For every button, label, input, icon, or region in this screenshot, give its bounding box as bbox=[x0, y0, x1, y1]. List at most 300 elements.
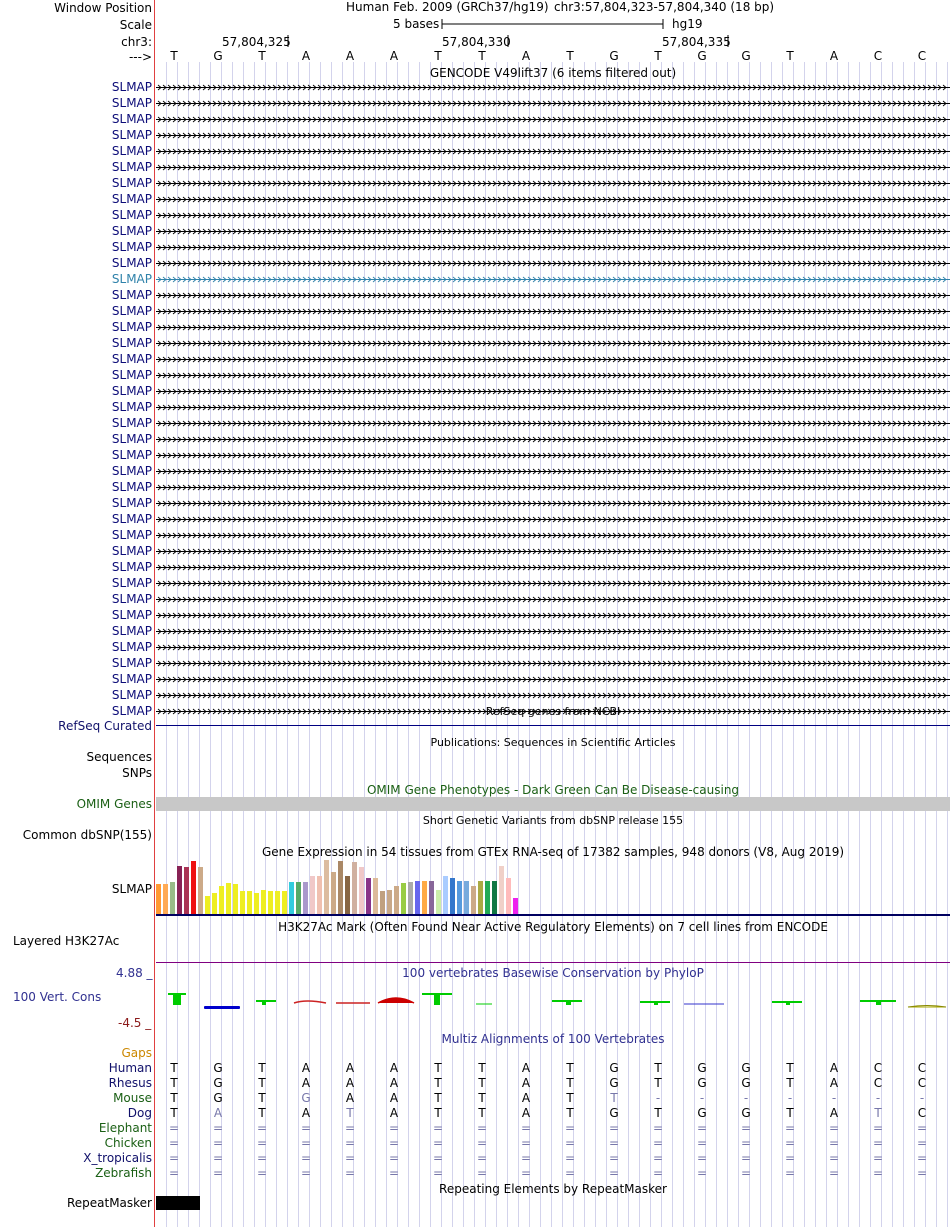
multiz-base: - bbox=[875, 1091, 881, 1105]
multiz-base: = bbox=[476, 1151, 488, 1165]
multiz-base: T bbox=[434, 1106, 442, 1120]
multiz-base: T bbox=[654, 1076, 662, 1090]
dna-base: A bbox=[389, 49, 399, 63]
gencode-gene-label[interactable]: SLMAP bbox=[111, 96, 152, 110]
gtex-bar[interactable] bbox=[415, 881, 420, 914]
gencode-transcript[interactable] bbox=[156, 560, 950, 574]
assembly-title: Human Feb. 2009 (GRCh37/hg19) bbox=[346, 0, 549, 14]
multiz-base: = bbox=[872, 1166, 884, 1180]
gtex-bar[interactable] bbox=[408, 882, 413, 914]
gtex-bar[interactable] bbox=[401, 883, 406, 914]
gtex-bar[interactable] bbox=[387, 890, 392, 914]
multiz-base: T bbox=[566, 1106, 574, 1120]
multiz-base: = bbox=[300, 1166, 312, 1180]
gtex-bar[interactable] bbox=[191, 861, 196, 914]
gtex-bar[interactable] bbox=[506, 878, 511, 914]
phylop-max: 4.88 _ bbox=[116, 966, 153, 980]
dna-base: A bbox=[301, 49, 311, 63]
dna-base: T bbox=[786, 49, 794, 63]
gtex-bar[interactable] bbox=[233, 884, 238, 914]
multiz-base: = bbox=[828, 1151, 840, 1165]
multiz-base: = bbox=[784, 1121, 796, 1135]
phylop-label[interactable]: 100 Vert. Cons bbox=[13, 990, 102, 1004]
multiz-species-label[interactable]: Human bbox=[108, 1061, 152, 1075]
gencode-gene-label[interactable]: SLMAP bbox=[111, 608, 152, 622]
dna-base: T bbox=[170, 49, 178, 63]
multiz-base: T bbox=[654, 1106, 662, 1120]
gtex-bar[interactable] bbox=[296, 882, 301, 914]
gtex-bar[interactable] bbox=[338, 861, 343, 914]
multiz-base: = bbox=[388, 1151, 400, 1165]
gencode-gene-label[interactable]: SLMAP bbox=[111, 384, 152, 398]
multiz-species-label[interactable]: Dog bbox=[127, 1106, 152, 1120]
gencode-gene-label[interactable]: SLMAP bbox=[111, 576, 152, 590]
gencode-gene-label[interactable]: SLMAP bbox=[111, 688, 152, 702]
gencode-gene-label[interactable]: SLMAP bbox=[111, 128, 152, 142]
dna-base: G bbox=[213, 49, 223, 63]
gencode-gene-label[interactable]: SLMAP bbox=[111, 192, 152, 206]
gencode-transcript[interactable] bbox=[156, 576, 950, 590]
gtex-title[interactable]: Gene Expression in 54 tissues from GTEx RNA-seq of 17382 samples, 948 donors (V8, Aug 2019) bbox=[261, 845, 845, 859]
multiz-species-label[interactable]: Mouse bbox=[113, 1091, 152, 1105]
gtex-bar[interactable] bbox=[471, 886, 476, 914]
multiz-base: A bbox=[389, 1106, 399, 1120]
gencode-transcript[interactable] bbox=[156, 352, 950, 366]
gencode-transcript[interactable] bbox=[156, 400, 950, 414]
publications-sequences-label[interactable]: Sequences bbox=[86, 750, 152, 764]
gencode-transcript[interactable] bbox=[156, 624, 950, 638]
gtex-bar[interactable] bbox=[443, 876, 448, 914]
multiz-base: = bbox=[344, 1136, 356, 1150]
gencode-transcript[interactable] bbox=[156, 112, 950, 126]
multiz-base: = bbox=[828, 1136, 840, 1150]
multiz-base: G bbox=[741, 1061, 751, 1075]
gencode-gene-label[interactable]: SLMAP bbox=[111, 640, 152, 654]
gtex-bar[interactable] bbox=[226, 883, 231, 914]
gencode-gene-label[interactable]: SLMAP bbox=[111, 112, 152, 126]
multiz-base: T bbox=[478, 1106, 486, 1120]
window-position-label: Window Position bbox=[54, 1, 152, 15]
gtex-bar[interactable] bbox=[240, 891, 245, 914]
multiz-base: T bbox=[346, 1106, 354, 1120]
multiz-species-label[interactable]: Rhesus bbox=[108, 1076, 152, 1090]
multiz-base: C bbox=[873, 1076, 883, 1090]
gtex-bar[interactable] bbox=[331, 872, 336, 914]
gencode-transcript[interactable] bbox=[156, 608, 950, 622]
gencode-transcript[interactable] bbox=[156, 384, 950, 398]
multiz-base: A bbox=[521, 1061, 531, 1075]
gencode-transcript[interactable] bbox=[156, 528, 950, 542]
multiz-base: - bbox=[743, 1091, 749, 1105]
gtex-bar[interactable] bbox=[359, 867, 364, 914]
h3k27ac-title[interactable]: H3K27Ac Mark (Often Found Near Active Regulatory Elements) on 7 cell lines from ENCODE bbox=[278, 920, 828, 934]
omim-bar[interactable] bbox=[156, 797, 950, 811]
multiz-base: C bbox=[873, 1061, 883, 1075]
dna-base: T bbox=[434, 49, 442, 63]
multiz-base: = bbox=[740, 1136, 752, 1150]
gencode-transcript[interactable] bbox=[156, 672, 950, 686]
multiz-base: = bbox=[872, 1151, 884, 1165]
gtex-bar[interactable] bbox=[205, 896, 210, 914]
gencode-gene-label[interactable]: SLMAP bbox=[111, 432, 152, 446]
multiz-base: T bbox=[786, 1076, 794, 1090]
multiz-base: = bbox=[564, 1121, 576, 1135]
gencode-transcript[interactable] bbox=[156, 448, 950, 462]
multiz-base: G bbox=[301, 1091, 311, 1105]
gencode-transcript[interactable] bbox=[156, 496, 950, 510]
multiz-base: T bbox=[478, 1061, 486, 1075]
gtex-label[interactable]: SLMAP bbox=[111, 882, 152, 896]
multiz-base: T bbox=[566, 1061, 574, 1075]
multiz-base: = bbox=[652, 1166, 664, 1180]
gencode-gene-label[interactable]: SLMAP bbox=[111, 224, 152, 238]
gtex-bar[interactable] bbox=[247, 891, 252, 914]
gencode-transcript[interactable] bbox=[156, 208, 950, 222]
gencode-transcript[interactable] bbox=[156, 240, 950, 254]
gtex-bar[interactable] bbox=[310, 876, 315, 914]
gtex-bar[interactable] bbox=[450, 878, 455, 914]
gtex-bar[interactable] bbox=[422, 881, 427, 914]
gencode-gene-label[interactable]: SLMAP bbox=[111, 336, 152, 350]
gtex-bar[interactable] bbox=[282, 891, 287, 914]
multiz-base: G bbox=[213, 1061, 223, 1075]
gtex-bar[interactable] bbox=[324, 860, 329, 914]
gtex-bar[interactable] bbox=[436, 890, 441, 914]
multiz-base: = bbox=[696, 1136, 708, 1150]
phylop-min: -4.5 _ bbox=[118, 1016, 152, 1030]
multiz-base: A bbox=[213, 1106, 223, 1120]
multiz-base: = bbox=[256, 1166, 268, 1180]
multiz-base: = bbox=[344, 1166, 356, 1180]
multiz-base: = bbox=[652, 1121, 664, 1135]
gencode-transcript[interactable] bbox=[156, 176, 950, 190]
multiz-species-label[interactable]: Chicken bbox=[104, 1136, 152, 1150]
gtex-baseline bbox=[156, 914, 950, 916]
gencode-transcript[interactable] bbox=[156, 416, 950, 430]
gencode-transcript[interactable] bbox=[156, 336, 950, 350]
multiz-title[interactable]: Multiz Alignments of 100 Vertebrates bbox=[441, 1032, 665, 1046]
gencode-transcript[interactable] bbox=[156, 592, 950, 606]
gencode-gene-label[interactable]: SLMAP bbox=[111, 544, 152, 558]
multiz-base: G bbox=[697, 1106, 707, 1120]
dna-base: G bbox=[697, 49, 707, 63]
gencode-transcript[interactable] bbox=[156, 96, 950, 110]
publications-title[interactable]: Publications: Sequences in Scientific Articles bbox=[430, 736, 676, 749]
multiz-base: - bbox=[919, 1091, 925, 1105]
repeatmasker-title[interactable]: Repeating Elements by RepeatMasker bbox=[439, 1182, 667, 1196]
multiz-base: A bbox=[829, 1076, 839, 1090]
multiz-base: = bbox=[608, 1166, 620, 1180]
scale-text: 5 bases bbox=[393, 17, 440, 31]
gtex-bar[interactable] bbox=[219, 886, 224, 914]
gencode-gene-label[interactable]: SLMAP bbox=[111, 368, 152, 382]
multiz-base: A bbox=[389, 1061, 399, 1075]
multiz-base: A bbox=[345, 1076, 355, 1090]
multiz-base: A bbox=[389, 1091, 399, 1105]
gencode-gene-label[interactable]: SLMAP bbox=[111, 208, 152, 222]
multiz-base: T bbox=[874, 1106, 882, 1120]
multiz-base: = bbox=[168, 1121, 180, 1135]
gencode-transcript[interactable] bbox=[156, 192, 950, 206]
multiz-base: G bbox=[741, 1106, 751, 1120]
gencode-gene-label[interactable]: SLMAP bbox=[111, 416, 152, 430]
multiz-base: A bbox=[521, 1106, 531, 1120]
multiz-base: T bbox=[258, 1076, 266, 1090]
gtex-bar[interactable] bbox=[317, 876, 322, 914]
multiz-base: G bbox=[697, 1061, 707, 1075]
multiz-base: T bbox=[170, 1061, 178, 1075]
multiz-base: = bbox=[564, 1151, 576, 1165]
scale-bar bbox=[441, 17, 666, 31]
gencode-transcript[interactable] bbox=[156, 304, 950, 318]
multiz-base: = bbox=[784, 1151, 796, 1165]
gencode-gene-label[interactable]: SLMAP bbox=[111, 352, 152, 366]
multiz-base: = bbox=[520, 1136, 532, 1150]
multiz-base: = bbox=[168, 1151, 180, 1165]
multiz-base: T bbox=[566, 1091, 574, 1105]
multiz-base: = bbox=[388, 1121, 400, 1135]
gencode-gene-label[interactable]: SLMAP bbox=[111, 656, 152, 670]
gtex-bar[interactable] bbox=[380, 891, 385, 914]
gencode-transcript[interactable] bbox=[156, 688, 950, 702]
gencode-transcript[interactable] bbox=[156, 432, 950, 446]
multiz-base: = bbox=[476, 1136, 488, 1150]
gencode-transcript[interactable] bbox=[156, 128, 950, 142]
refseq-title[interactable]: RefSeq genes from NCBI bbox=[485, 705, 621, 718]
multiz-base: T bbox=[566, 1076, 574, 1090]
h3k27ac-label[interactable]: Layered H3K27Ac bbox=[13, 934, 120, 948]
multiz-base: T bbox=[434, 1091, 442, 1105]
gtex-bar[interactable] bbox=[492, 881, 497, 914]
gencode-gene-label[interactable]: SLMAP bbox=[111, 512, 152, 526]
multiz-base: C bbox=[917, 1076, 927, 1090]
gencode-transcript[interactable] bbox=[156, 544, 950, 558]
multiz-base: G bbox=[697, 1076, 707, 1090]
refseq-label[interactable]: RefSeq Curated bbox=[58, 719, 152, 733]
multiz-base: T bbox=[434, 1061, 442, 1075]
scale-label: Scale bbox=[119, 18, 152, 32]
multiz-base: T bbox=[258, 1106, 266, 1120]
gencode-gene-label[interactable]: SLMAP bbox=[111, 304, 152, 318]
dbsnp-label[interactable]: Common dbSNP(155) bbox=[22, 828, 152, 842]
gencode-transcript[interactable] bbox=[156, 272, 950, 286]
multiz-base: = bbox=[388, 1136, 400, 1150]
gtex-bar[interactable] bbox=[170, 882, 175, 914]
gtex-bar[interactable] bbox=[163, 884, 168, 914]
multiz-base: = bbox=[740, 1151, 752, 1165]
gtex-bar[interactable] bbox=[345, 876, 350, 914]
gencode-gene-label[interactable]: SLMAP bbox=[111, 144, 152, 158]
multiz-base: = bbox=[564, 1166, 576, 1180]
multiz-base: T bbox=[786, 1061, 794, 1075]
gtex-bar[interactable] bbox=[184, 867, 189, 914]
multiz-base: G bbox=[213, 1091, 223, 1105]
gtex-bar[interactable] bbox=[478, 881, 483, 914]
gencode-transcript[interactable] bbox=[156, 640, 950, 654]
gtex-bar[interactable] bbox=[254, 893, 259, 914]
gtex-bar[interactable] bbox=[177, 866, 182, 914]
multiz-base: = bbox=[784, 1136, 796, 1150]
gencode-gene-label[interactable]: SLMAP bbox=[111, 160, 152, 174]
gencode-gene-label[interactable]: SLMAP bbox=[111, 704, 152, 718]
gencode-gene-label[interactable]: SLMAP bbox=[111, 240, 152, 254]
multiz-base: A bbox=[301, 1076, 311, 1090]
multiz-species-label[interactable]: Zebrafish bbox=[95, 1166, 152, 1180]
gencode-transcript[interactable] bbox=[156, 288, 950, 302]
multiz-base: = bbox=[916, 1121, 928, 1135]
multiz-base: = bbox=[432, 1121, 444, 1135]
multiz-base: = bbox=[696, 1121, 708, 1135]
gencode-transcript[interactable] bbox=[156, 480, 950, 494]
gtex-bar[interactable] bbox=[289, 882, 294, 914]
strand-label: ---> bbox=[128, 50, 152, 64]
multiz-base: = bbox=[432, 1151, 444, 1165]
gencode-gene-label[interactable]: SLMAP bbox=[111, 400, 152, 414]
dna-base: G bbox=[609, 49, 619, 63]
gtex-bar[interactable] bbox=[366, 878, 371, 914]
multiz-base: = bbox=[520, 1121, 532, 1135]
gencode-transcript[interactable] bbox=[156, 368, 950, 382]
multiz-species-label[interactable]: X_tropicalis bbox=[83, 1151, 152, 1165]
multiz-base: = bbox=[476, 1121, 488, 1135]
gtex-bar[interactable] bbox=[275, 891, 280, 914]
gencode-gene-label[interactable]: SLMAP bbox=[111, 528, 152, 542]
gtex-bar[interactable] bbox=[156, 884, 161, 914]
gtex-bar[interactable] bbox=[394, 886, 399, 914]
gtex-bar[interactable] bbox=[373, 878, 378, 914]
gencode-gene-label[interactable]: SLMAP bbox=[111, 496, 152, 510]
multiz-base: = bbox=[476, 1166, 488, 1180]
multiz-base: = bbox=[652, 1151, 664, 1165]
multiz-base: T bbox=[610, 1091, 618, 1105]
gtex-bar[interactable] bbox=[198, 867, 203, 914]
gtex-bar[interactable] bbox=[268, 891, 273, 914]
gencode-transcript[interactable] bbox=[156, 80, 950, 94]
multiz-base: T bbox=[170, 1091, 178, 1105]
multiz-base: = bbox=[740, 1121, 752, 1135]
gencode-gene-label[interactable]: SLMAP bbox=[111, 560, 152, 574]
multiz-base: = bbox=[916, 1136, 928, 1150]
gencode-gene-label[interactable]: SLMAP bbox=[111, 80, 152, 94]
gencode-transcript[interactable] bbox=[156, 656, 950, 670]
multiz-base: = bbox=[564, 1136, 576, 1150]
gtex-bar[interactable] bbox=[429, 881, 434, 914]
gencode-transcript[interactable] bbox=[156, 320, 950, 334]
multiz-base: = bbox=[300, 1121, 312, 1135]
gencode-title[interactable]: GENCODE V49lift37 (6 items filtered out) bbox=[429, 66, 677, 80]
gencode-gene-label[interactable]: SLMAP bbox=[111, 592, 152, 606]
multiz-base: A bbox=[521, 1091, 531, 1105]
gencode-transcript[interactable] bbox=[156, 512, 950, 526]
multiz-base: T bbox=[170, 1076, 178, 1090]
gencode-transcript[interactable] bbox=[156, 144, 950, 158]
multiz-base: T bbox=[170, 1106, 178, 1120]
multiz-base: A bbox=[345, 1061, 355, 1075]
gencode-gene-label[interactable]: SLMAP bbox=[111, 480, 152, 494]
multiz-species-label[interactable]: Elephant bbox=[98, 1121, 152, 1135]
multiz-base: = bbox=[740, 1166, 752, 1180]
multiz-base: = bbox=[520, 1166, 532, 1180]
gencode-gene-label[interactable]: SLMAP bbox=[111, 672, 152, 686]
multiz-base: = bbox=[168, 1136, 180, 1150]
gtex-bar[interactable] bbox=[457, 881, 462, 914]
gtex-bar[interactable] bbox=[464, 881, 469, 914]
multiz-base: C bbox=[917, 1106, 927, 1120]
gencode-gene-label[interactable]: SLMAP bbox=[111, 624, 152, 638]
multiz-base: G bbox=[741, 1076, 751, 1090]
gtex-bar[interactable] bbox=[513, 898, 518, 914]
gencode-gene-label[interactable]: SLMAP bbox=[111, 272, 152, 286]
gtex-bar[interactable] bbox=[261, 890, 266, 914]
multiz-base: T bbox=[786, 1106, 794, 1120]
gencode-transcript[interactable] bbox=[156, 224, 950, 238]
gencode-gene-label[interactable]: SLMAP bbox=[111, 288, 152, 302]
multiz-base: - bbox=[699, 1091, 705, 1105]
gtex-bar[interactable] bbox=[485, 881, 490, 914]
multiz-base: = bbox=[344, 1151, 356, 1165]
gtex-chart[interactable] bbox=[156, 860, 536, 914]
dna-base: T bbox=[478, 49, 486, 63]
gencode-transcript[interactable] bbox=[156, 160, 950, 174]
multiz-base: G bbox=[609, 1106, 619, 1120]
multiz-base: = bbox=[212, 1166, 224, 1180]
multiz-base: = bbox=[520, 1151, 532, 1165]
multiz-base: = bbox=[828, 1121, 840, 1135]
coord-3: 57,804,335 bbox=[662, 35, 731, 49]
gencode-transcript[interactable] bbox=[156, 464, 950, 478]
multiz-base: A bbox=[301, 1061, 311, 1075]
multiz-base: = bbox=[300, 1136, 312, 1150]
dna-base: G bbox=[741, 49, 751, 63]
gencode-gene-label[interactable]: SLMAP bbox=[111, 256, 152, 270]
multiz-base: = bbox=[696, 1151, 708, 1165]
dna-base: C bbox=[873, 49, 883, 63]
dna-base: A bbox=[829, 49, 839, 63]
gaps-label[interactable]: Gaps bbox=[121, 1046, 152, 1060]
gencode-gene-label[interactable]: SLMAP bbox=[111, 464, 152, 478]
repeatmasker-block[interactable] bbox=[156, 1196, 200, 1210]
multiz-base: = bbox=[784, 1166, 796, 1180]
gencode-gene-label[interactable]: SLMAP bbox=[111, 176, 152, 190]
dna-base: T bbox=[654, 49, 662, 63]
gtex-bar[interactable] bbox=[212, 893, 217, 914]
dna-base: T bbox=[566, 49, 574, 63]
multiz-base: = bbox=[256, 1136, 268, 1150]
refseq-line[interactable] bbox=[156, 725, 950, 726]
multiz-base: = bbox=[828, 1166, 840, 1180]
multiz-base: A bbox=[301, 1106, 311, 1120]
gtex-bar[interactable] bbox=[303, 882, 308, 914]
multiz-base: - bbox=[831, 1091, 837, 1105]
dbsnp-title[interactable]: Short Genetic Variants from dbSNP release 155 bbox=[422, 814, 684, 827]
publications-snps-label[interactable]: SNPs bbox=[122, 766, 152, 780]
gtex-bar[interactable] bbox=[352, 862, 357, 914]
omim-title[interactable]: OMIM Gene Phenotypes - Dark Green Can Be Disease-causing bbox=[366, 783, 740, 797]
gencode-transcript[interactable] bbox=[156, 256, 950, 270]
h3k27ac-line bbox=[156, 962, 950, 963]
gencode-gene-label[interactable]: SLMAP bbox=[111, 448, 152, 462]
omim-label[interactable]: OMIM Genes bbox=[76, 797, 152, 811]
repeatmasker-label[interactable]: RepeatMasker bbox=[66, 1196, 152, 1210]
multiz-base: = bbox=[608, 1136, 620, 1150]
gencode-gene-label[interactable]: SLMAP bbox=[111, 320, 152, 334]
phylop-title[interactable]: 100 vertebrates Basewise Conservation by PhyloP bbox=[402, 966, 704, 980]
dna-base: T bbox=[258, 49, 266, 63]
phylop-chart[interactable] bbox=[156, 990, 950, 1012]
multiz-base: = bbox=[608, 1151, 620, 1165]
multiz-base: C bbox=[917, 1061, 927, 1075]
gtex-bar[interactable] bbox=[499, 866, 504, 914]
